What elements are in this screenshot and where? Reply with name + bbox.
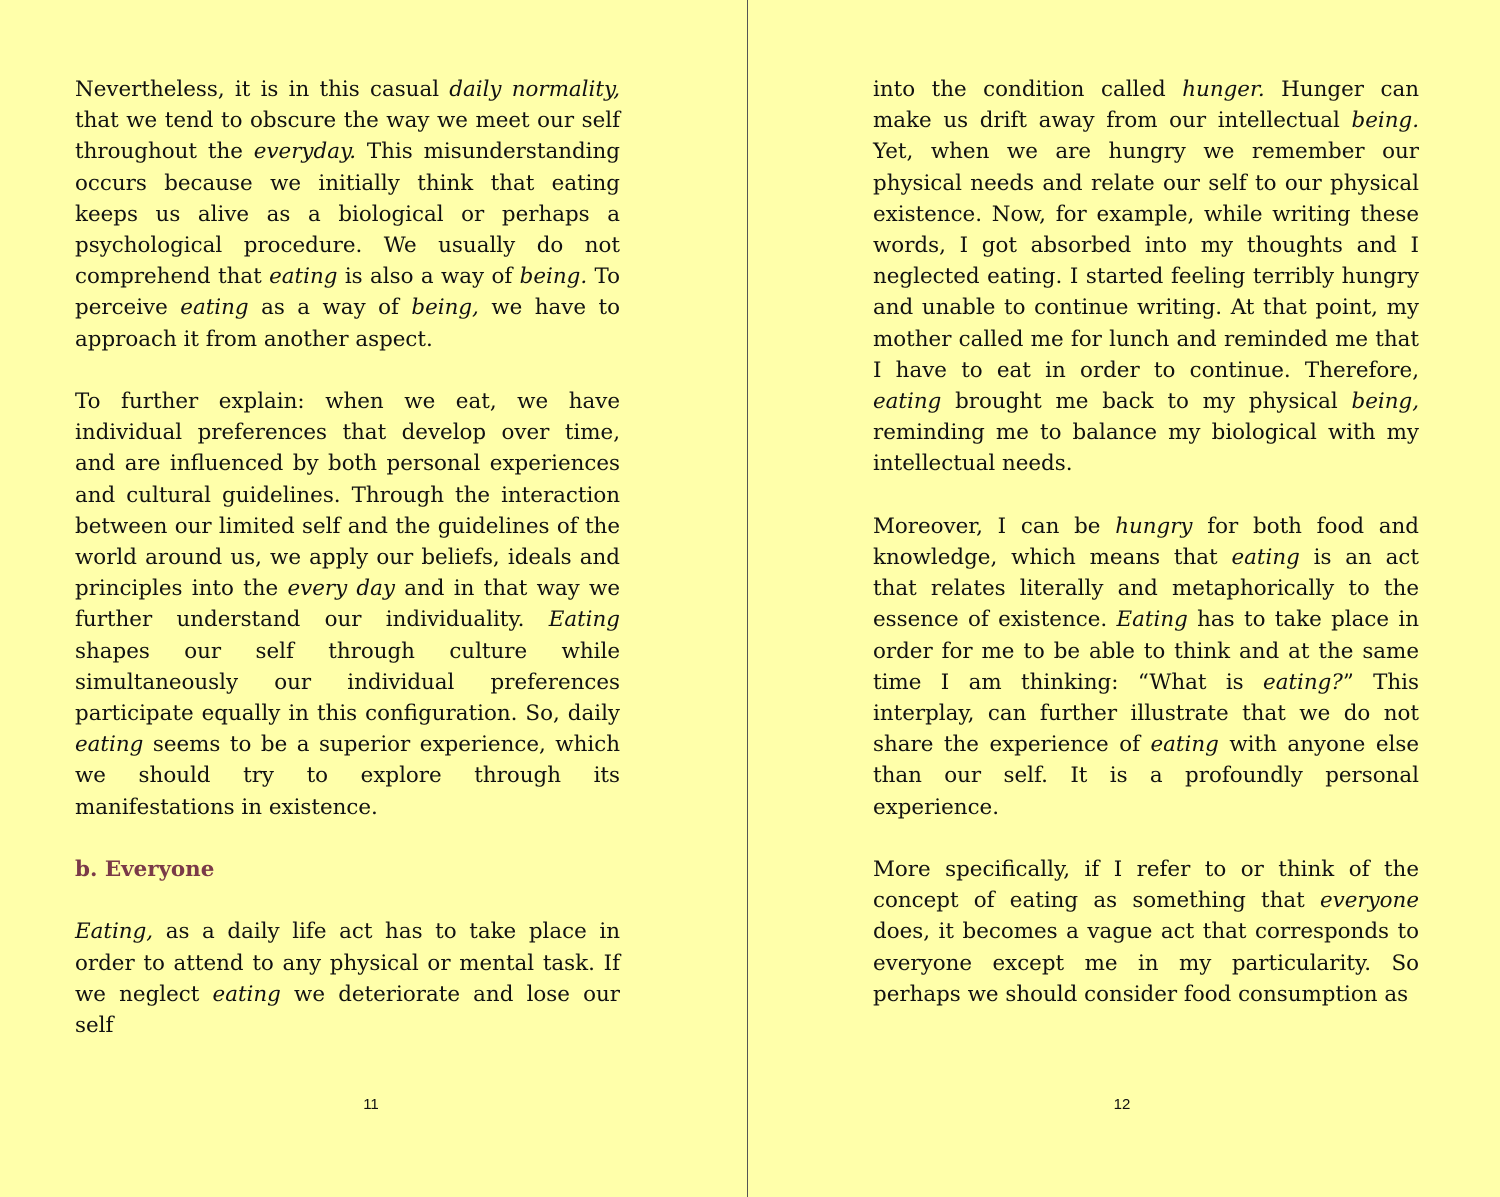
italic-run: eating? [1263, 669, 1343, 695]
italic-run: everyday. [253, 139, 356, 165]
right-page-text [873, 74, 1419, 1010]
italic-run: eating [1231, 545, 1300, 571]
italic-run: being, [1351, 389, 1419, 415]
italic-run: eating [1150, 732, 1219, 758]
text-run: for both food and knowledge, which means that [873, 513, 1419, 571]
right-paragraph-3 [873, 854, 1419, 1010]
text-run: is an act that relates literally and metaphorically to the essence of existence. [873, 545, 1420, 633]
text-run: Hunger can make us drift away from our intellectual [873, 77, 1419, 134]
text-run: Moreover, I can be [873, 513, 1116, 539]
italic-run: eating [75, 732, 144, 758]
section-heading: b. Everyone [75, 857, 215, 883]
italic-run: hungry [1115, 513, 1193, 539]
text-run: has to take place in order for me to be able to think and at the same time I am thinking: “What is [873, 607, 1419, 695]
italic-run: every day [287, 576, 395, 602]
left-paragraph-1 [75, 74, 620, 355]
italic-run: everyone [1319, 888, 1419, 914]
text-run: More specifically, if I refer to or think of the concept of eating as something that [873, 857, 1419, 914]
text-run: This misunderstanding occurs because we initially think that eating keeps us alive as a biological or perhaps a psychological procedure. We usually do not comprehend that [75, 139, 620, 290]
italic-run: being. [1351, 108, 1419, 134]
italic-run: eating [269, 264, 338, 290]
text-run: we have to approach it from another aspect. [75, 295, 620, 352]
text-run: Yet, when we are hungry we remember our physical needs and relate our self to our physical existence. Now, for example, while writing these words, I got absorbed into my thoughts and I neglected eating. I started feeling terribly hungry and unable to continue writing. At that point, my mother called me for lunch and reminded me that I have to eat in order to continue. Therefore, [873, 139, 1419, 383]
italic-run: daily normality, [449, 77, 620, 102]
left-paragraph-3 [75, 916, 620, 1041]
italic-run: hunger. [1182, 77, 1265, 102]
italic-run: eating [873, 389, 942, 415]
text-run: is also a way of [337, 264, 520, 290]
text-run: To perceive [75, 264, 620, 321]
text-run: ” This interplay, can further illustrate that we do not share the experience of [873, 669, 1419, 758]
text-run: seems to be a superior experience, which we should try to explore through its manifestations in existence. [75, 732, 620, 820]
text-run: shapes our self through culture while simultaneously our individual preferences participate equally in this configuration. So, daily [75, 638, 620, 727]
italic-run: eating [180, 295, 249, 321]
text-run: with anyone else than our self. It is a profoundly personal experience. [873, 732, 1419, 820]
text-run: brought me back to my physical [941, 389, 1352, 415]
right-page [749, 0, 1498, 1197]
left-page [0, 0, 749, 1197]
text-run: as a way of [248, 295, 412, 321]
page-gutter-divider [747, 0, 748, 1197]
text-run: as a daily life act has to take place in order to attend to any physical or mental task. If we neglect [75, 919, 620, 1007]
italic-run: Eating [548, 607, 620, 633]
left-page-text [75, 74, 620, 1041]
italic-run: Eating [1116, 607, 1188, 633]
text-run: that we tend to obscure the way we meet our self throughout the [75, 108, 620, 165]
left-paragraph-2 [75, 386, 620, 823]
text-run: we deteriorate and lose our self [75, 981, 620, 1039]
page-number-left: 11 [363, 1096, 379, 1113]
page-number-right: 12 [1113, 1096, 1131, 1113]
italic-run: being, [411, 295, 479, 321]
italic-run: eating [212, 981, 281, 1007]
text-run: and in that way we further understand our individuality. [75, 576, 620, 633]
right-paragraph-1 [873, 74, 1419, 480]
italic-run: Eating, [75, 919, 154, 945]
text-run: To further explain: when we eat, we have individual preferences that develop over time, and are influenced by both personal experiences and cultural guidelines. Through the interaction between our limited self and the guidelines of the world around us, we apply our beliefs, ideals and principles into the [75, 389, 620, 602]
text-run: does, it becomes a vague act that corresponds to everyone except me in my particularity. So perhaps we should consider food consumption as [873, 919, 1419, 1007]
text-run: into the condition called [873, 77, 1183, 102]
right-paragraph-2 [873, 511, 1419, 823]
text-run: Nevertheless, it is in this casual [75, 77, 450, 102]
italic-run: being. [519, 264, 588, 290]
text-run: reminding me to balance my biological with my intellectual needs. [873, 420, 1419, 477]
